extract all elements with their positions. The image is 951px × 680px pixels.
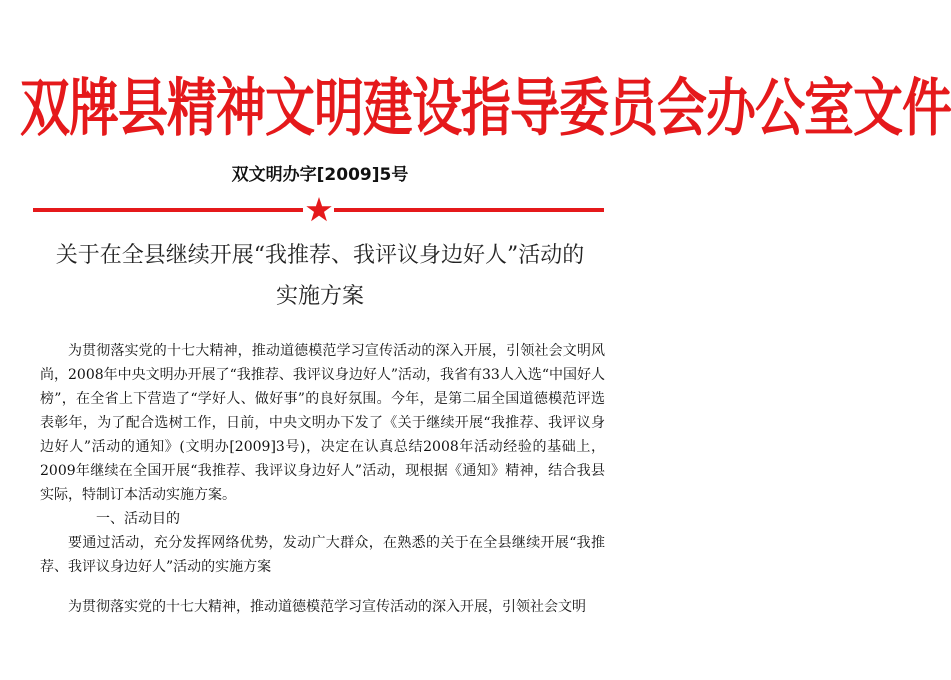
star-icon bbox=[305, 196, 333, 224]
document-body bbox=[40, 339, 605, 619]
body-paragraph-2: 要通过活动，充分发挥网络优势，发动广大群众，在熟悉的关于在全县继续开展“我推荐、我评议身边好人”活动的实施方案 bbox=[40, 535, 605, 575]
red-divider-right bbox=[334, 208, 604, 212]
section-heading-1: 一、活动目的 bbox=[96, 511, 180, 527]
body-paragraph-3: 为贯彻落实党的十七大精神，推动道德模范学习宣传活动的深入开展，引领社会文明 bbox=[68, 599, 586, 615]
document-title-line1: 关于在全县继续开展“我推荐、我评议身边好人”活动的 bbox=[55, 243, 585, 268]
masthead-title: 双牌县精神文明建设指导委员会办公室文件 bbox=[20, 70, 951, 145]
document-number: 双文明办字[2009]5号 bbox=[231, 165, 409, 185]
body-paragraph-1: 为贯彻落实党的十七大精神，推动道德模范学习宣传活动的深入开展，引领社会文明风尚，2008年中央文明办开展了“我推荐、我评议身边好人”活动，我省有33人入选“中国好人榜”，在全省上下营造了“学好人、做好事”的良好氛围。今年，是第二届全国道德模范评选表彰年，为了配合选树工作，日前，中央文明办下发了《关于继续开展“我推荐、我评议身边好人”活动的通知》(文明办[2009]3号)，决定在认真总结2008年活动经验的基础上，2009年继续在全国开展“我推荐、我评议身边好人”活动，现根据《通知》精神，结合我县实际，特制订本活动实施方案。 bbox=[40, 343, 605, 503]
red-divider-left bbox=[33, 208, 303, 212]
document-title-line2: 实施方案 bbox=[275, 284, 364, 309]
